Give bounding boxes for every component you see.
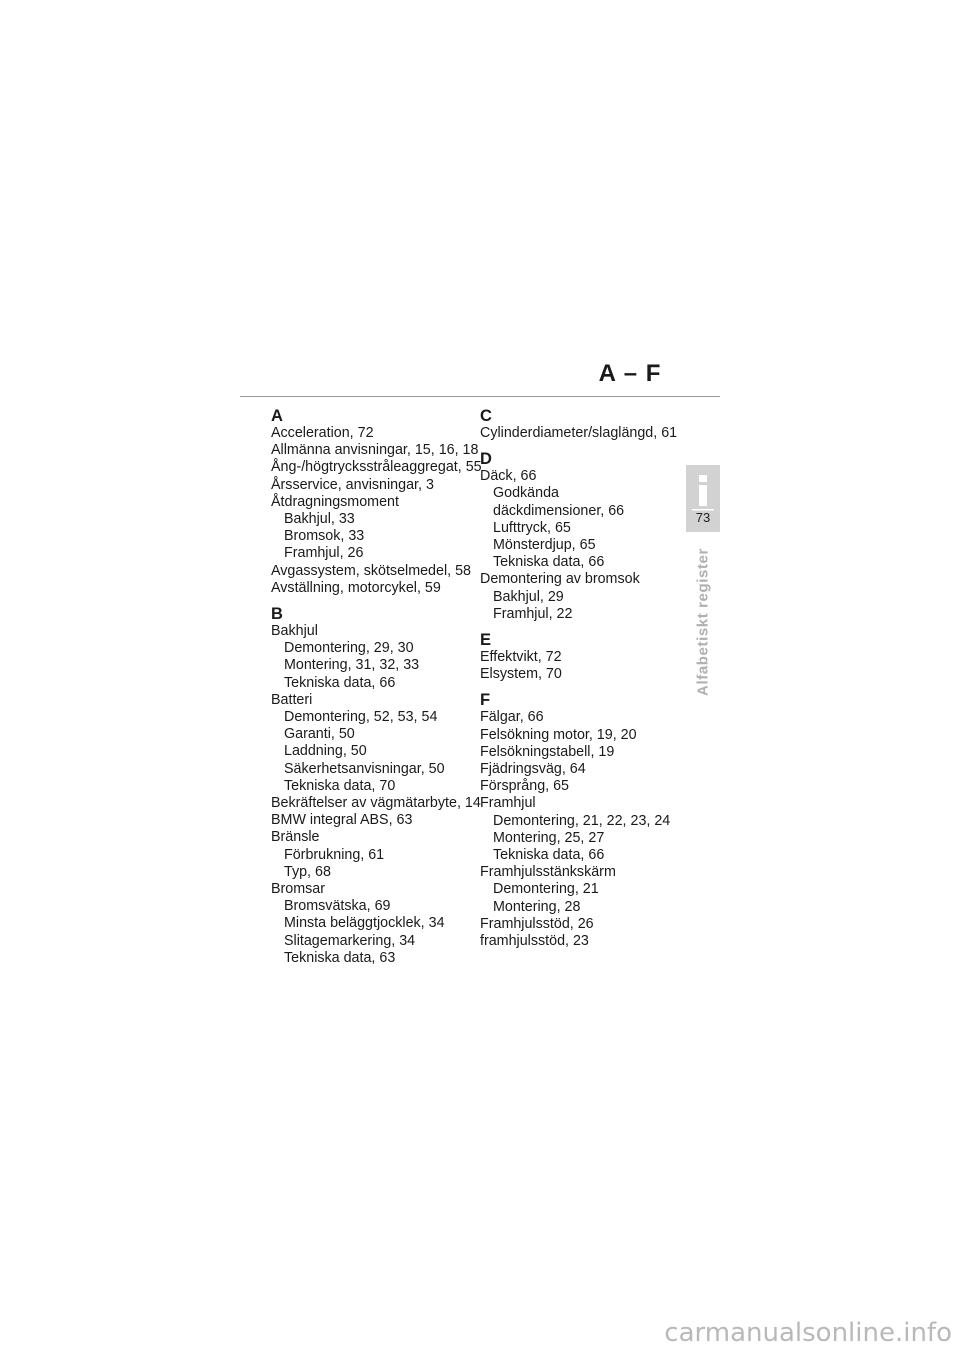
index-subentry[interactable]: Tekniska data, 66 [284, 674, 396, 691]
index-entry[interactable]: Försprång, 65 [480, 778, 570, 795]
index-entry[interactable]: Bekräftelser av vägmätarbyte, 14 [271, 795, 481, 812]
index-subentry[interactable]: Tekniska data, 70 [284, 777, 396, 794]
index-entry[interactable]: Cylinderdiameter/slaglängd, 61 [480, 425, 678, 441]
index-entry[interactable]: Däck, 66 [480, 468, 537, 485]
index-entry[interactable]: Felsökning motor, 19, 20 [480, 726, 637, 743]
index-subentry[interactable]: Framhjul, 26 [284, 545, 364, 562]
index-entry[interactable]: Acceleration, 72 [271, 425, 374, 441]
index-subentry[interactable]: Tekniska data, 63 [284, 949, 396, 966]
header-divider [240, 396, 720, 397]
index-subentry[interactable]: Mönsterdjup, 65 [493, 537, 596, 554]
index-subentry[interactable]: Slitagemarkering, 34 [284, 932, 416, 949]
index-subentry[interactable]: Montering, 28 [493, 898, 581, 915]
index-subentry[interactable]: Laddning, 50 [284, 743, 367, 760]
index-entry[interactable]: Ång-/högtrycksstråleaggregat, 55 [271, 459, 482, 476]
index-subentry[interactable]: Bromsok, 33 [284, 528, 365, 545]
index-subentry[interactable]: Bakhjul, 33 [284, 511, 355, 528]
index-entry[interactable]: BMW integral ABS, 63 [271, 812, 413, 829]
info-i-icon [686, 473, 720, 515]
index-entry[interactable]: Demontering av bromsok [480, 571, 640, 588]
section-letter: A [271, 407, 283, 425]
index-entry[interactable]: Framhjul [480, 795, 536, 812]
index-subentry[interactable]: Demontering, 21, 22, 23, 24 [493, 812, 671, 829]
index-entry[interactable]: Avgassystem, skötselmedel, 58 [271, 562, 471, 579]
index-entry[interactable]: Åtdragningsmoment [271, 493, 399, 510]
index-section-b [271, 606, 491, 967]
index-entry[interactable]: Framhjulsstöd, 26 [480, 915, 594, 932]
watermark: carmanualsonline.info [664, 1318, 952, 1348]
index-entry[interactable]: framhjulsstöd, 23 [480, 933, 589, 950]
section-letter: F [480, 691, 491, 710]
index-entry[interactable]: Batteri [271, 691, 313, 708]
index-subentry[interactable]: Tekniska data, 66 [493, 847, 605, 864]
index-entry[interactable]: Felsökningstabell, 19 [480, 743, 615, 760]
index-subentry[interactable]: Demontering, 21 [493, 881, 599, 898]
index-subentry[interactable]: Demontering, 52, 53, 54 [284, 709, 438, 726]
index-subentry[interactable]: Bromsvätska, 69 [284, 898, 391, 915]
section-tab[interactable] [686, 465, 720, 532]
index-column-right [480, 408, 700, 959]
index-entry[interactable]: Framhjulsstänkskärm [480, 864, 616, 881]
section-letter: C [480, 407, 492, 425]
index-subentry[interactable]: Demontering, 29, 30 [284, 640, 414, 657]
section-label: Alfabetiskt register [694, 548, 712, 696]
index-subentry[interactable]: Lufttryck, 65 [493, 519, 571, 536]
index-entry[interactable]: Effektvikt, 72 [480, 649, 562, 666]
index-subentry[interactable]: Bakhjul, 29 [493, 588, 564, 605]
index-subentry[interactable]: Förbrukning, 61 [284, 846, 385, 863]
index-subentry[interactable]: Framhjul, 22 [493, 605, 573, 622]
index-section-e [480, 632, 700, 683]
index-section-f [480, 692, 700, 950]
index-entry[interactable]: Årsservice, anvisningar, 3 [271, 476, 434, 493]
index-subentry[interactable]: Typ, 68 [284, 863, 331, 880]
index-subentry[interactable]: Tekniska data, 66 [493, 554, 605, 571]
page-title: A – F [598, 360, 662, 387]
index-subentry[interactable]: Godkända [493, 485, 559, 502]
index-subentry[interactable]: Montering, 25, 27 [493, 829, 605, 846]
index-entry[interactable]: Avställning, motorcykel, 59 [271, 579, 441, 596]
index-section-c [480, 408, 700, 442]
index-subentry[interactable]: Minsta beläggtjocklek, 34 [284, 915, 445, 932]
index-subentry[interactable]: Garanti, 50 [284, 726, 355, 743]
index-column-left [271, 408, 491, 976]
section-letter: D [480, 450, 492, 469]
section-letter: E [480, 631, 492, 650]
index-entry[interactable]: Bromsar [271, 881, 326, 898]
index-entry[interactable]: Allmänna anvisningar, 15, 16, 18 [271, 442, 479, 459]
index-subentry[interactable]: däckdimensioner, 66 [493, 502, 625, 519]
index-entry[interactable]: Fälgar, 66 [480, 709, 544, 726]
index-entry[interactable]: Bränsle [271, 829, 320, 846]
section-letter: B [271, 605, 283, 624]
index-entry[interactable]: Bakhjul [271, 623, 318, 640]
index-subentry[interactable]: Säkerhetsanvisningar, 50 [284, 760, 445, 777]
index-section-a [271, 408, 491, 597]
page-number: 73 [695, 510, 711, 525]
index-section-d [480, 451, 700, 623]
index-entry[interactable]: Fjädringsväg, 64 [480, 761, 586, 778]
index-subentry[interactable]: Montering, 31, 32, 33 [284, 657, 420, 674]
index-entry[interactable]: Elsystem, 70 [480, 666, 562, 683]
